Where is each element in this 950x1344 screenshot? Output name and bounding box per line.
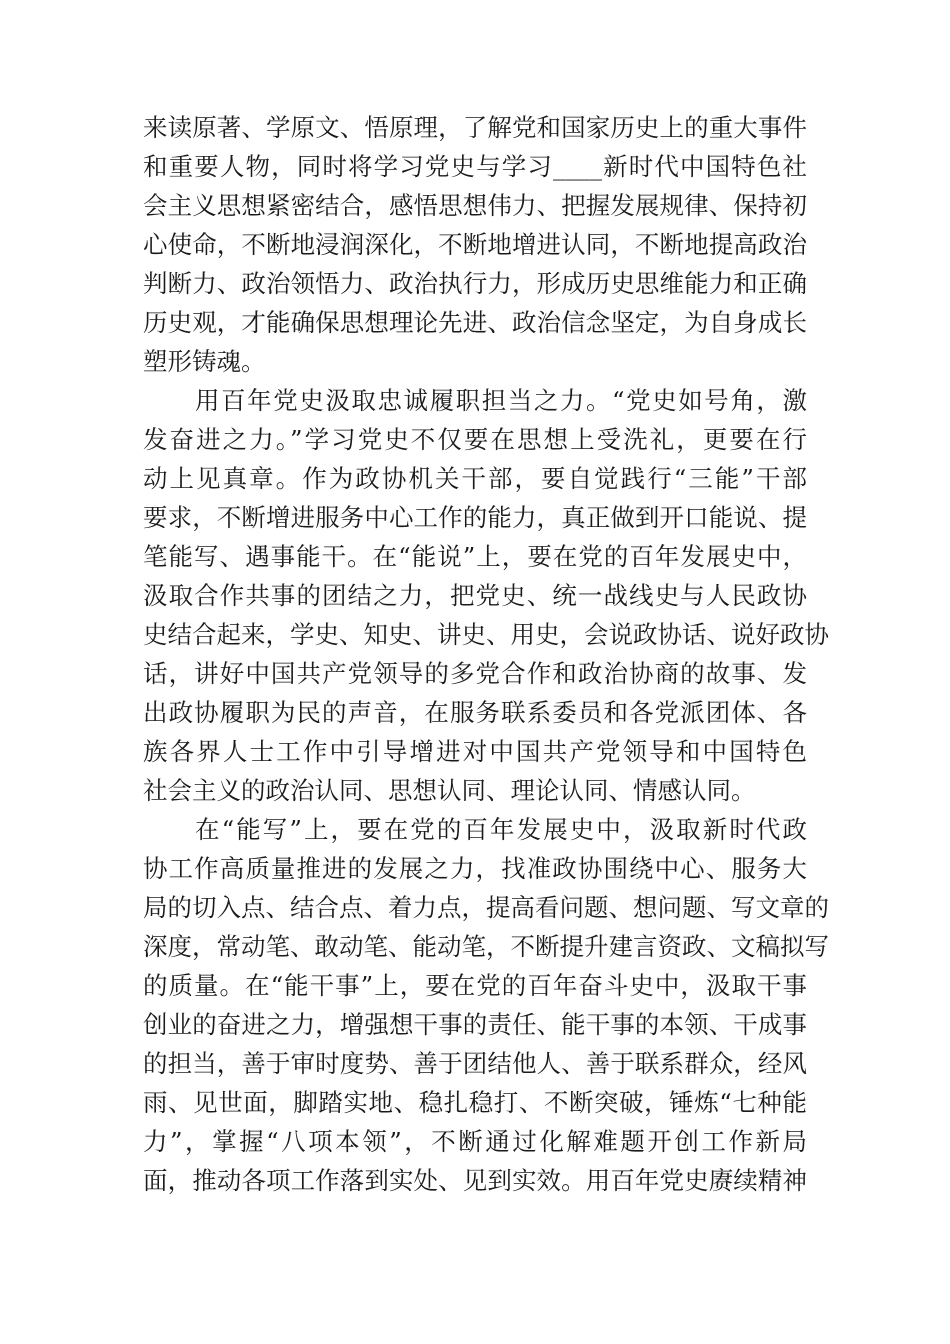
text-line: 心使命，不断地浸润深化，不断地增进认同，不断地提高政治 — [143, 230, 807, 259]
text-line: 要求，不断增进服务中心工作的能力，真正做到开口能说、提 — [143, 503, 807, 532]
text-line: 动上见真章。作为政协机关干部，要自觉践行“三能”干部 — [143, 464, 807, 493]
text-line: 史结合起来，学史、知史、讲史、用史，会说政协话、说好政协 — [143, 620, 829, 649]
text-line: 雨、见世面，脚踏实地、稳扎稳打、不断突破，锤炼“七种能 — [143, 1088, 807, 1117]
text-line: 的担当，善于审时度势、善于团结他人、善于联系群众，经风 — [143, 1049, 807, 1078]
text-line: 社会主义的政治认同、思想认同、理论认同、情感认同。 — [143, 776, 756, 805]
text-line: 在“能写”上，要在党的百年发展史中，汲取新时代政 — [195, 815, 807, 844]
text-line: 族各界人士工作中引导增进对中国共产党领导和中国特色 — [143, 737, 807, 766]
text-line: 判断力、政治领悟力、政治执行力，形成历史思维能力和正确 — [143, 269, 807, 298]
text-line: 会主义思想紧密结合，感悟思想伟力、把握发展规律、保持初 — [143, 191, 807, 220]
text-line: 塑形铸魂。 — [143, 347, 266, 376]
text-line: 和重要人物，同时将学习党史与学习____新时代中国特色社 — [143, 152, 807, 181]
text-line: 历史观，才能确保思想理论先进、政治信念坚定，为自身成长 — [143, 308, 807, 337]
text-line: 来读原著、学原文、悟原理，了解党和国家历史上的重大事件 — [143, 113, 807, 142]
text-line: 话，讲好中国共产党领导的多党合作和政治协商的故事、发 — [143, 659, 807, 688]
text-line: 协工作高质量推进的发展之力，找准政协围绕中心、服务大 — [143, 854, 807, 883]
text-line: 用百年党史汲取忠诚履职担当之力。“党史如号角，激 — [195, 386, 807, 415]
text-line: 汲取合作共事的团结之力，把党史、统一战线史与人民政协 — [143, 581, 807, 610]
text-line: 面，推动各项工作落到实处、见到实效。用百年党史赓续精神 — [143, 1166, 807, 1195]
text-line: 的质量。在“能干事”上，要在党的百年奋斗史中，汲取干事 — [143, 971, 807, 1000]
text-line: 力”，掌握“八项本领”，不断通过化解难题开创工作新局 — [143, 1127, 807, 1156]
body-text — [143, 108, 829, 1200]
text-line: 笔能写、遇事能干。在“能说”上，要在党的百年发展史中， — [143, 542, 807, 571]
text-line: 局的切入点、结合点、着力点，提高看问题、想问题、写文章的 — [143, 893, 829, 922]
text-line: 深度，常动笔、敢动笔、能动笔，不断提升建言资政、文稿拟写 — [143, 932, 829, 961]
text-line: 出政协履职为民的声音，在服务联系委员和各党派团体、各 — [143, 698, 807, 727]
text-line: 发奋进之力。”学习党史不仅要在思想上受洗礼，更要在行 — [143, 425, 807, 454]
text-line: 创业的奋进之力，增强想干事的责任、能干事的本领、干成事 — [143, 1010, 807, 1039]
